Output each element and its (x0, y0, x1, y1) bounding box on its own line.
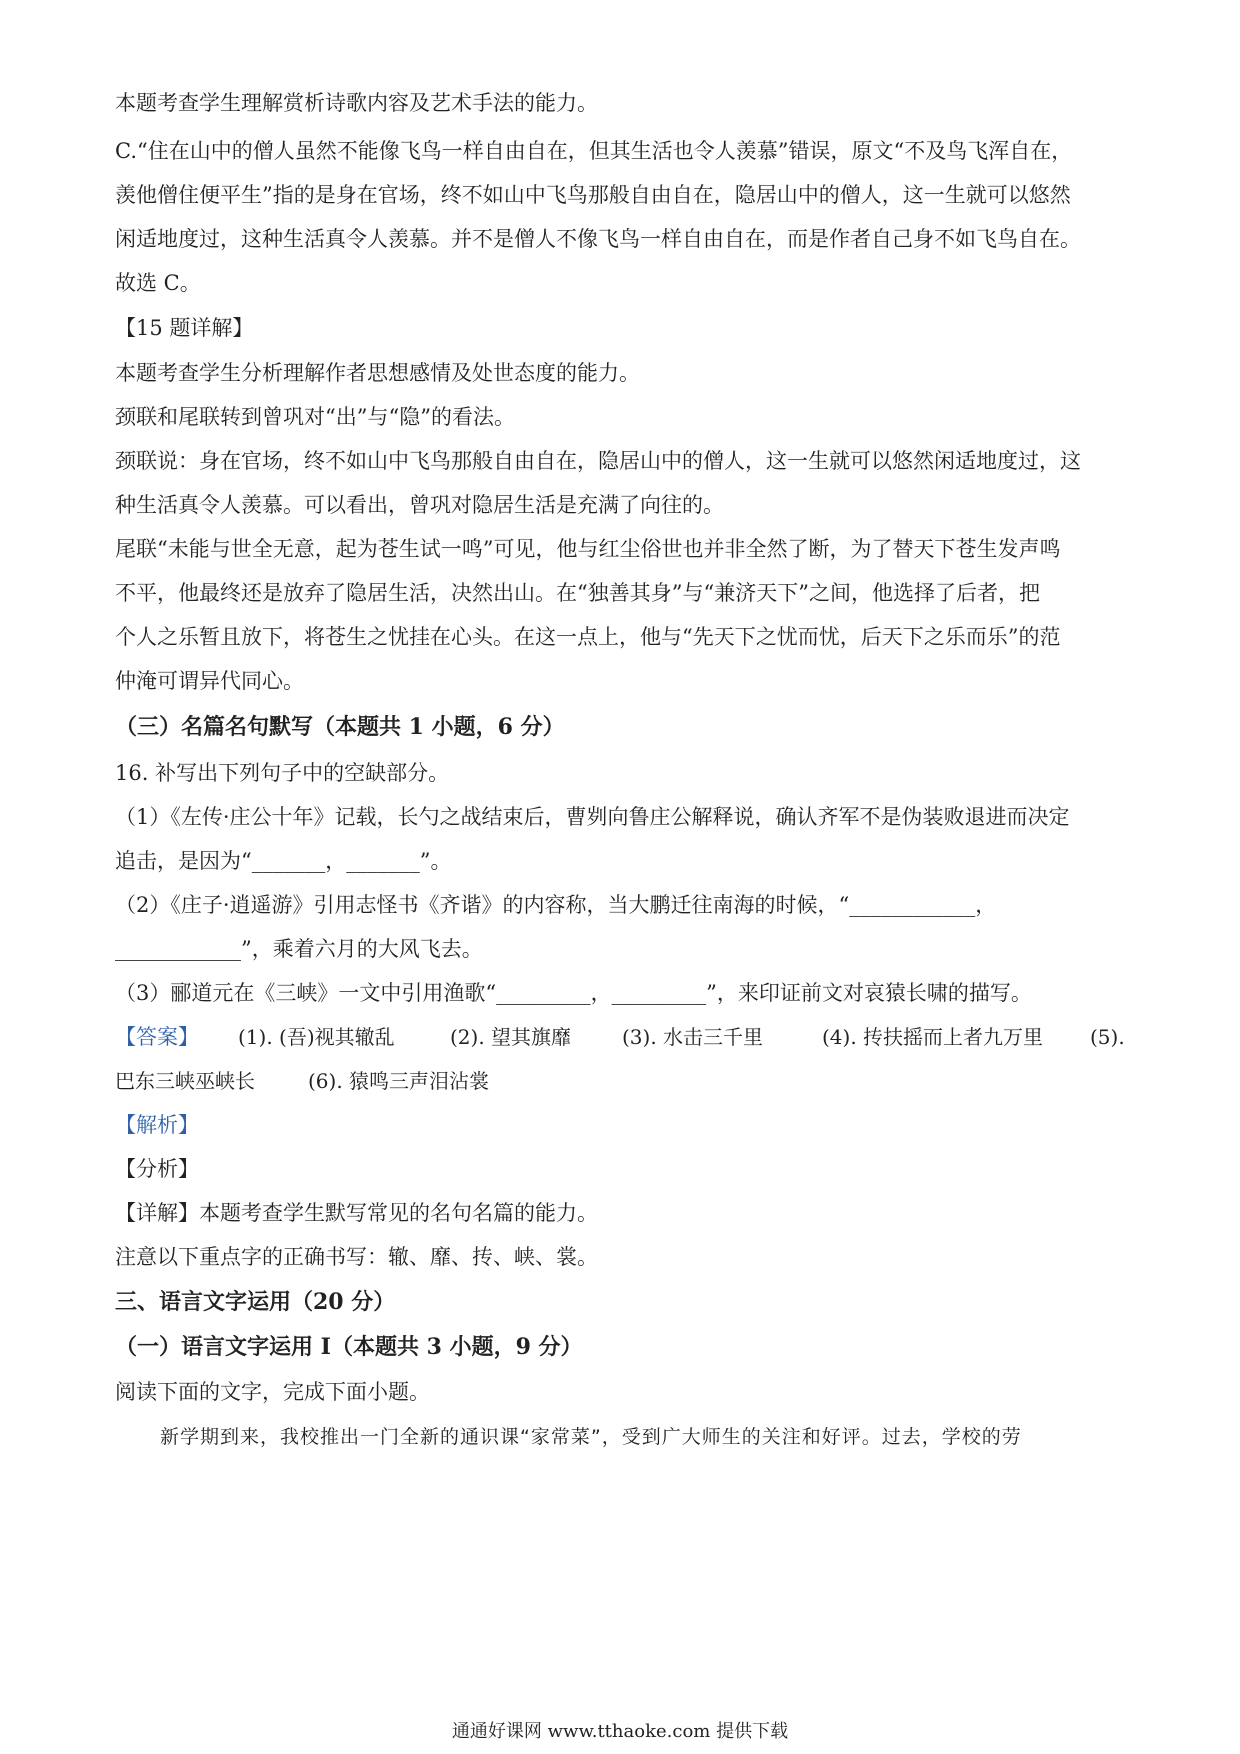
answer-item: (6). 猿鸣三声泪沾裳 (308, 1069, 490, 1093)
question-line: ____________”，乘着六月的大风飞去。 (115, 937, 483, 961)
passage-line: 新学期到来，我校推出一门全新的通识课“家常菜”，受到广大师生的关注和好评。过去，学校的劳 (160, 1426, 1022, 1448)
answer-item: 巴东三峡巫峡长 (115, 1069, 255, 1093)
note-line: 注意以下重点字的正确书写：辙、靡、抟、峡、裳。 (115, 1245, 598, 1269)
body-line: 故选 C。 (115, 271, 201, 295)
read-prompt: 阅读下面的文字，完成下面小题。 (115, 1380, 430, 1404)
body-line: 仲淹可谓异代同心。 (115, 669, 304, 693)
question-line: （2）《庄子·逍遥游》引用志怪书《齐谐》的内容称，当大鹏迁往南海的时候，“____________， (115, 893, 997, 917)
body-line: 本题考查学生分析理解作者思想感情及处世态度的能力。 (115, 361, 640, 385)
body-line: 闲适地度过，这种生活真令人羡慕。并不是僧人不像飞鸟一样自由自在，而是作者自己身不如飞鸟自在。 (115, 227, 1081, 251)
fenxi-label: 【分析】 (115, 1157, 199, 1181)
body-line: 个人之乐暂且放下，将苍生之忧挂在心头。在这一点上，他与“先天下之忧而忧，后天下之乐而乐”的范 (115, 625, 1061, 649)
body-line: C.“住在山中的僧人虽然不能像飞鸟一样自由自在，但其生活也令人羡慕”错误，原文“不及鸟飞浑自在， (115, 139, 1073, 163)
question-line: （1）《左传·庄公十年》记载，长勺之战结束后，曹刿向鲁庄公解释说，确认齐军不是伪装败退进而决定 (115, 805, 1070, 829)
section-heading: （三）名篇名句默写（本题共 1 小题，6 分） (115, 714, 565, 740)
answer-item: (1). (吾)视其辙乱 (238, 1025, 395, 1049)
analysis-label: 【解析】 (115, 1113, 199, 1137)
sub-heading-15: 【15 题详解】 (115, 316, 254, 340)
detail-text: 本题考查学生默写常见的名句名篇的能力。 (199, 1201, 598, 1225)
body-line: 颈联和尾联转到曾巩对“出”与“隐”的看法。 (115, 405, 515, 429)
body-line: 羡他僧住便平生”指的是身在官场，终不如山中飞鸟那般自由自在，隐居山中的僧人，这一生就可以悠然 (115, 183, 1071, 207)
body-line: 种生活真令人羡慕。可以看出，曾巩对隐居生活是充满了向往的。 (115, 493, 724, 517)
sub-section-heading: （一）语言文字运用 I（本题共 3 小题，9 分） (115, 1334, 583, 1360)
body-line: 尾联“未能与世全无意，起为苍生试一鸣”可见，他与红尘俗世也并非全然了断，为了替天下苍生发声鸣 (115, 537, 1061, 561)
answer-label: 【答案】 (115, 1025, 199, 1049)
body-line: 本题考查学生理解赏析诗歌内容及艺术手法的能力。 (115, 91, 598, 115)
footer-credit: 通通好课网 www.tthaoke.com 提供下载 (451, 1721, 789, 1742)
part-heading: 三、语言文字运用（20 分） (115, 1289, 396, 1315)
detail-label: 【详解】 (115, 1201, 199, 1225)
detail-line (115, 1198, 1125, 1228)
question-line: （3）郦道元在《三峡》一文中引用渔歌“_________，_________”，来印证前文对哀猿长啸的描写。 (115, 981, 1032, 1005)
answer-item: (2). 望其旗靡 (450, 1025, 572, 1049)
answer-item: (5). (1090, 1025, 1125, 1049)
body-line: 不平，他最终还是放弃了隐居生活，决然出山。在“独善其身”与“兼济天下”之间，他选择了后者，把 (115, 581, 1040, 605)
question-stem: 16. 补写出下列句子中的空缺部分。 (115, 761, 450, 785)
body-line: 颈联说：身在官场，终不如山中飞鸟那般自由自在，隐居山中的僧人，这一生就可以悠然闲适地度过，这 (115, 449, 1081, 473)
answer-item: (3). 水击三千里 (622, 1025, 764, 1049)
question-line: 追击，是因为“_______，_______”。 (115, 849, 452, 873)
answer-item: (4). 抟扶摇而上者九万里 (822, 1025, 1044, 1049)
